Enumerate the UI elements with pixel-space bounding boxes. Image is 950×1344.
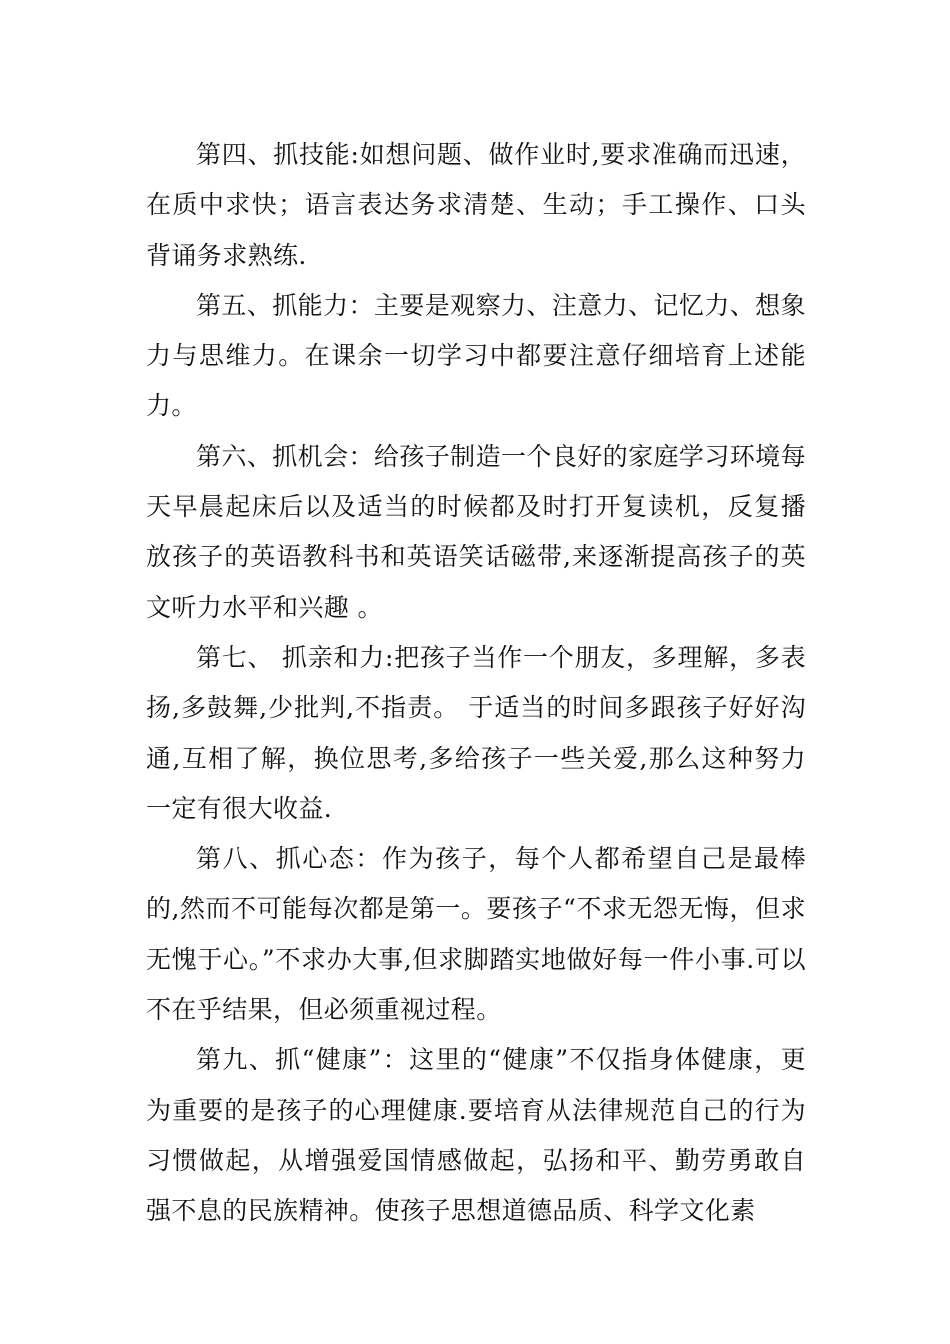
paragraph-mindset: 第八、抓心态：作为孩子，每个人都希望自己是最棒的,然而不可能每次都是第一。要孩子“不求无怨无悔，但求无愧于心。”不求办大事,但求脚踏实地做好每一件小事.可以不在乎结果，但必须重视过程。 xyxy=(146,844,806,1025)
paragraph-health: 第九、抓“健康”：这里的“健康”不仅指身体健康，更为重要的是孩子的心理健康.要培育从法律规范自己的行为习惯做起，从增强爱国情感做起，弘扬和平、勤劳勇敢自强不息的民族精神。使孩子思想道德品质、科学文化素 xyxy=(146,1045,806,1226)
paragraph-opportunity: 第六、抓机会：给孩子制造一个良好的家庭学习环境每天早晨起床后以及适当的时候都及时打开复读机，反复播放孩子的英语教科书和英语笑话磁带,来逐渐提高孩子的英文听力水平和兴趣 。 xyxy=(146,441,806,622)
paragraph-skills: 第四、抓技能:如想问题、做作业时,要求准确而迅速，在质中求快；语言表达务求清楚、生动；手工操作、口头背诵务求熟练. xyxy=(146,140,806,270)
paragraph-ability: 第五、抓能力：主要是观察力、注意力、记忆力、想象力与思维力。在课余一切学习中都要注意仔细培育上述能力。 xyxy=(146,290,806,421)
document-body xyxy=(146,130,806,1237)
paragraph-affinity: 第七、 抓亲和力:把孩子当作一个朋友，多理解，多表扬,多鼓舞,少批判,不指责。 于适当的时间多跟孩子好好沟通,互相了解，换位思考,多给孩子一些关爱,那么这种努力一定有很大收益. xyxy=(146,642,806,823)
